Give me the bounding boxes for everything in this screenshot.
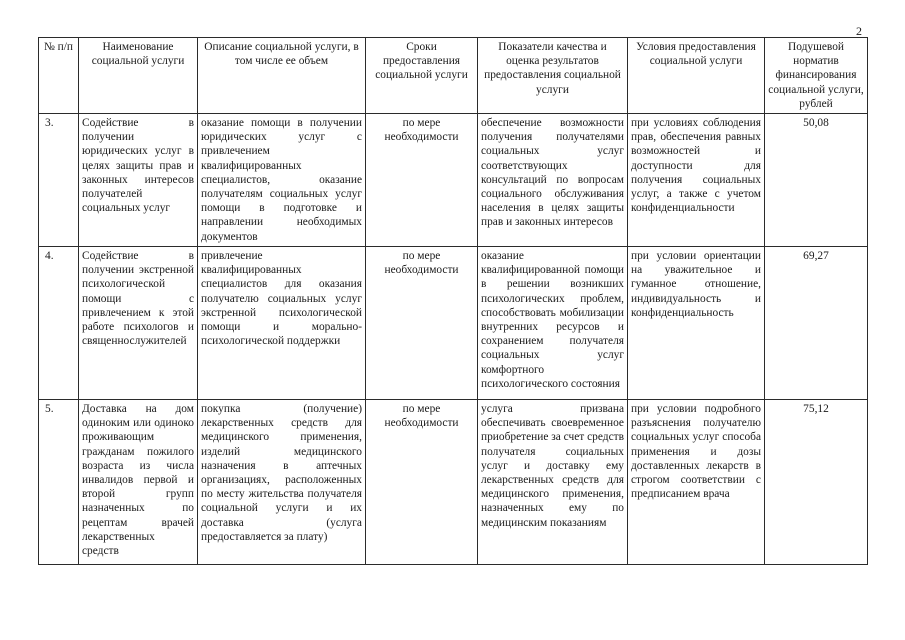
header-num: № п/п bbox=[39, 38, 79, 114]
header-description: Описание социальной услуги, в том числе ее объем bbox=[198, 38, 366, 114]
table-header-row bbox=[39, 38, 868, 114]
table-row bbox=[39, 400, 868, 565]
header-terms: Сроки предоставления социальной услуги bbox=[366, 38, 478, 114]
row-num: 4. bbox=[39, 247, 79, 400]
service-conditions: при условии ориентации на уважительное и гуманное отношение, индивидуальность и конфиденциальность bbox=[628, 247, 765, 400]
row-num: 3. bbox=[39, 114, 79, 247]
table-row bbox=[39, 114, 868, 247]
service-norm: 75,12 bbox=[765, 400, 868, 565]
service-description: привлечение квалифицированных специалистов для оказания получателю социальных услуг экстренной психологической помощи и морально-психологической поддержки bbox=[198, 247, 366, 400]
service-description: оказание помощи в получении юридических услуг с привлечением квалифицированных специалистов, оказание получателям социальных услуг помощи в подготовке и направлении необходимых документов bbox=[198, 114, 366, 247]
service-quality: оказание квалифицированной помощи в решении возникших психологических проблем, способствовать мобилизации внутренних ресурсов и сохранением получателя социальных услуг комфортного психологического состояния bbox=[478, 247, 628, 400]
service-description: покупка (получение) лекарственных средств для медицинского применения, изделий медицинского назначения в аптечных организациях, расположенных по месту жительства получателя социальной услуги и их доставка (услуга предоставляется за плату) bbox=[198, 400, 366, 565]
service-name: Доставка на дом одиноким или одиноко проживающим гражданам пожилого возраста из числа инвалидов первой и второй групп назначенных по рецептам врачей лекарственных средств bbox=[79, 400, 198, 565]
page-number: 2 bbox=[856, 24, 862, 38]
service-terms: по мере необходимости bbox=[366, 400, 478, 565]
header-conditions: Условия предоставления социальной услуги bbox=[628, 38, 765, 114]
service-terms: по мере необходимости bbox=[366, 247, 478, 400]
service-name: Содействие в получении юридических услуг в целях защиты прав и законных интересов получателей социальных услуг bbox=[79, 114, 198, 247]
row-num: 5. bbox=[39, 400, 79, 565]
service-quality: услуга призвана обеспечивать своевременное приобретение за счет средств получателя социальных услуг и доставку ему лекарственных средств для медицинского применения, назначенных ему по медицинским показаниям bbox=[478, 400, 628, 565]
service-conditions: при условиях соблюдения прав, обеспечения равных возможностей и доступности для получения социальных услуг, а также с учетом конфиденциальности bbox=[628, 114, 765, 247]
service-norm: 50,08 bbox=[765, 114, 868, 247]
service-quality: обеспечение возможности получения получателями социальных услуг соответствующих консультаций по вопросам социального обслуживания населения в целях защиты прав и законных интересов bbox=[478, 114, 628, 247]
service-conditions: при условии подробного разъяснения получателю социальных услуг способа применения и дозы доставленных лекарств в строгом соответствии с предписанием врача bbox=[628, 400, 765, 565]
table-row bbox=[39, 247, 868, 400]
header-norm: Подушевой норматив финансирования социальной услуги, рублей bbox=[765, 38, 868, 114]
service-name: Содействие в получении экстренной психологической помощи с привлечением к этой работе психологов и священнослужителей bbox=[79, 247, 198, 400]
header-name: Наименование социальной услуги bbox=[79, 38, 198, 114]
service-terms: по мере необходимости bbox=[366, 114, 478, 247]
services-table bbox=[38, 37, 868, 565]
header-quality: Показатели качества и оценка результатов предоставления социальной услуги bbox=[478, 38, 628, 114]
service-norm: 69,27 bbox=[765, 247, 868, 400]
